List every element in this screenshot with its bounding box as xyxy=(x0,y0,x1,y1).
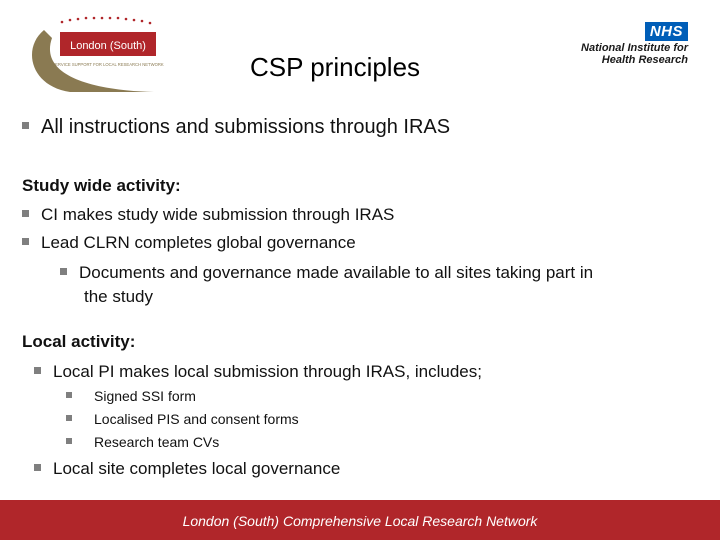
logo-subtext: SERVICE SUPPORT FOR LOCAL RESEARCH NETWORK xyxy=(52,62,164,67)
study-bullet-2: Lead CLRN completes global governance xyxy=(22,233,356,253)
slide-title: CSP principles xyxy=(250,52,421,82)
london-south-logo xyxy=(22,8,172,96)
logo-text: London (South) xyxy=(70,40,146,52)
bullet-icon xyxy=(22,238,29,245)
bullet-icon xyxy=(66,415,72,421)
local-sub-bullet-1: Signed SSI form xyxy=(66,388,196,404)
local-heading: Local activity: xyxy=(22,332,136,351)
bullet-icon xyxy=(66,392,72,398)
bullet-icon xyxy=(22,210,29,217)
study-bullet-1: CI makes study wide submission through IRAS xyxy=(22,205,394,225)
bullet-icon xyxy=(66,438,72,444)
bullet-icon xyxy=(22,122,29,129)
footer-text: London (South) Comprehensive Local Research Network xyxy=(182,513,538,529)
top-bullet: All instructions and submissions through IRAS xyxy=(22,116,450,139)
nihr-line1: National Institute for xyxy=(581,42,688,54)
local-sub-bullet-3: Research team CVs xyxy=(66,434,219,450)
study-sub-bullet: Documents and governance made available to all sites taking part in the study xyxy=(60,263,593,283)
bullet-icon xyxy=(34,464,41,471)
nhs-badge: NHS xyxy=(645,22,688,41)
bullet-icon xyxy=(60,268,67,275)
footer-bar xyxy=(0,500,720,540)
nihr-line2: Health Research xyxy=(601,54,688,66)
local-bullet-1: Local PI makes local submission through IRAS, includes; xyxy=(34,362,482,382)
bullet-icon xyxy=(34,367,41,374)
study-sub-bullet-continued: the study xyxy=(84,287,153,306)
local-sub-bullet-2: Localised PIS and consent forms xyxy=(66,411,299,427)
study-heading: Study wide activity: xyxy=(22,176,181,195)
nihr-logo xyxy=(560,22,688,72)
local-bullet-2: Local site completes local governance xyxy=(34,459,340,479)
